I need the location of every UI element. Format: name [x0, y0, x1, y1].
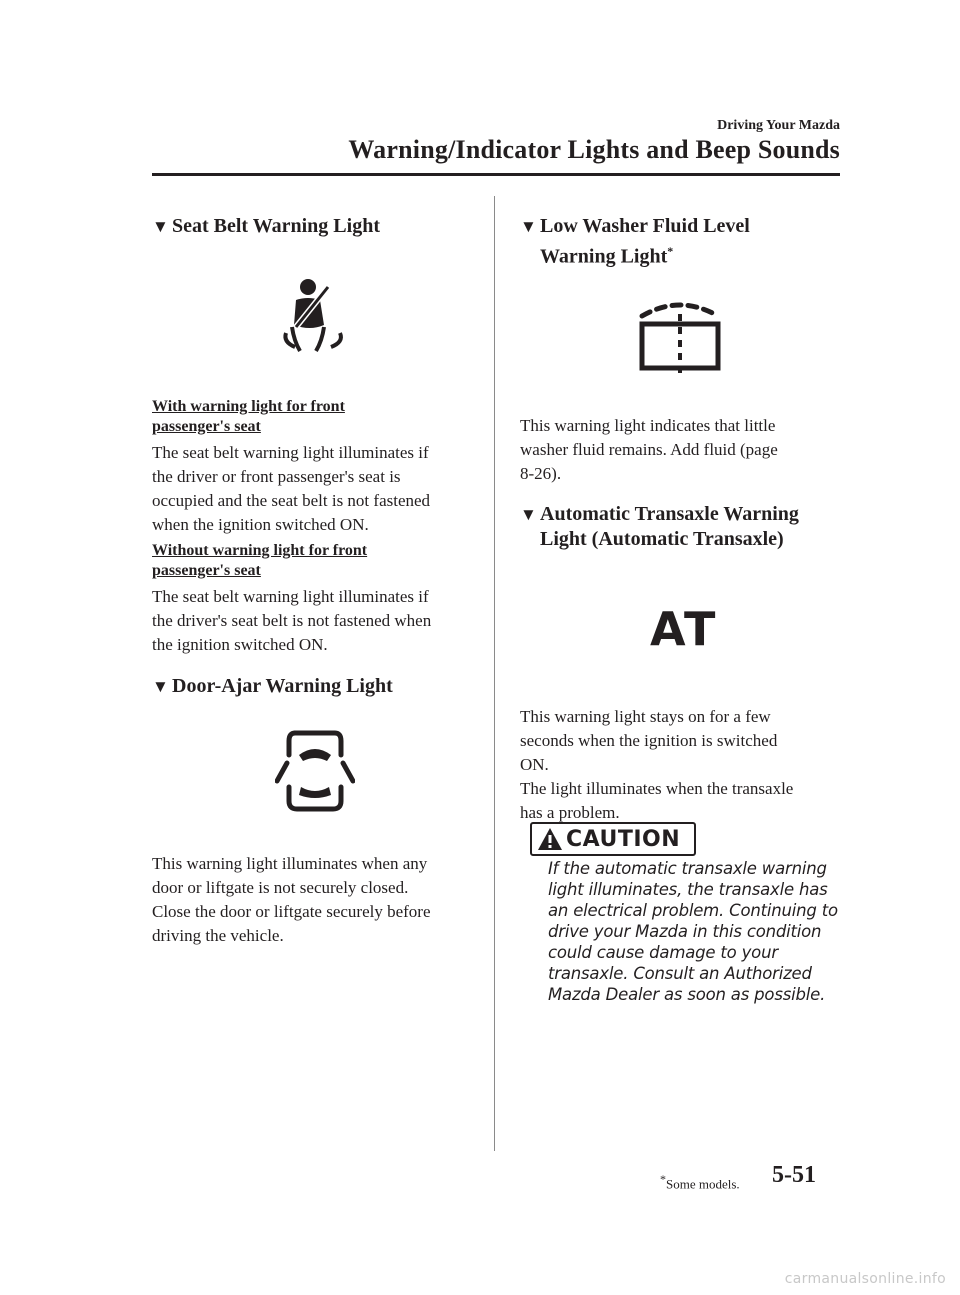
triangle-marker-icon: ▼: [152, 217, 169, 236]
triangle-marker-icon: ▼: [520, 505, 537, 524]
chapter-running-head: Driving Your Mazda: [717, 118, 840, 133]
door-ajar-icon: [275, 729, 355, 813]
column-divider: [494, 196, 495, 1151]
washer-fluid-heading: ▼ Low Washer Fluid Level Warning Light*: [520, 215, 750, 268]
warning-triangle-icon: [536, 826, 564, 852]
transaxle-text: This warning light stays on for a few seconds when the ignition is switched ON. The light illuminates when the transaxle has a problem.: [520, 707, 794, 822]
seat-belt-warning-icon: [280, 277, 346, 353]
triangle-marker-icon: ▼: [520, 217, 537, 236]
watermark: carmanualsonline.info: [784, 1271, 946, 1287]
without-front-passenger-subheading: Without warning light for front passenger's seat: [152, 542, 368, 579]
caution-banner: [530, 822, 696, 856]
without-front-passenger-text: The seat belt warning light illuminates if the driver's seat belt is not fastened when the ignition switched ON.: [152, 587, 432, 654]
title-rule: [152, 173, 840, 176]
with-front-passenger-subheading: With warning light for front passenger's seat: [152, 398, 345, 435]
triangle-marker-icon: ▼: [152, 677, 169, 696]
door-ajar-heading: ▼ Door-Ajar Warning Light: [152, 675, 393, 697]
transaxle-heading: ▼ Automatic Transaxle Warning Light (Automatic Transaxle): [520, 503, 799, 550]
seat-belt-heading: ▼ Seat Belt Warning Light: [152, 215, 380, 237]
caution-text: If the automatic transaxle warning light illuminates, the transaxle has an electrical problem. Continuing to drive your Mazda in this condition could cause damage to your transaxle. Consult an Authorized Mazda Dealer as soon as possible.: [548, 859, 838, 1004]
washer-fluid-icon: [630, 296, 730, 378]
at-warning-icon: AT: [650, 602, 718, 656]
caution-label: CAUTION: [566, 826, 681, 852]
page-number: 5-51: [772, 1162, 816, 1188]
footnote: *Some models.: [660, 1172, 740, 1192]
door-ajar-text: This warning light illuminates when any door or liftgate is not securely closed. Close the door or liftgate securely before driving the vehicle.: [152, 854, 431, 945]
section-title: Warning/Indicator Lights and Beep Sounds: [348, 135, 840, 164]
with-front-passenger-text: The seat belt warning light illuminates if the driver or front passenger's seat is occupied and the seat belt is not fastened when the ignition switched ON.: [152, 443, 431, 534]
washer-fluid-text: This warning light indicates that little washer fluid remains. Add fluid (page 8-26).: [520, 416, 778, 483]
